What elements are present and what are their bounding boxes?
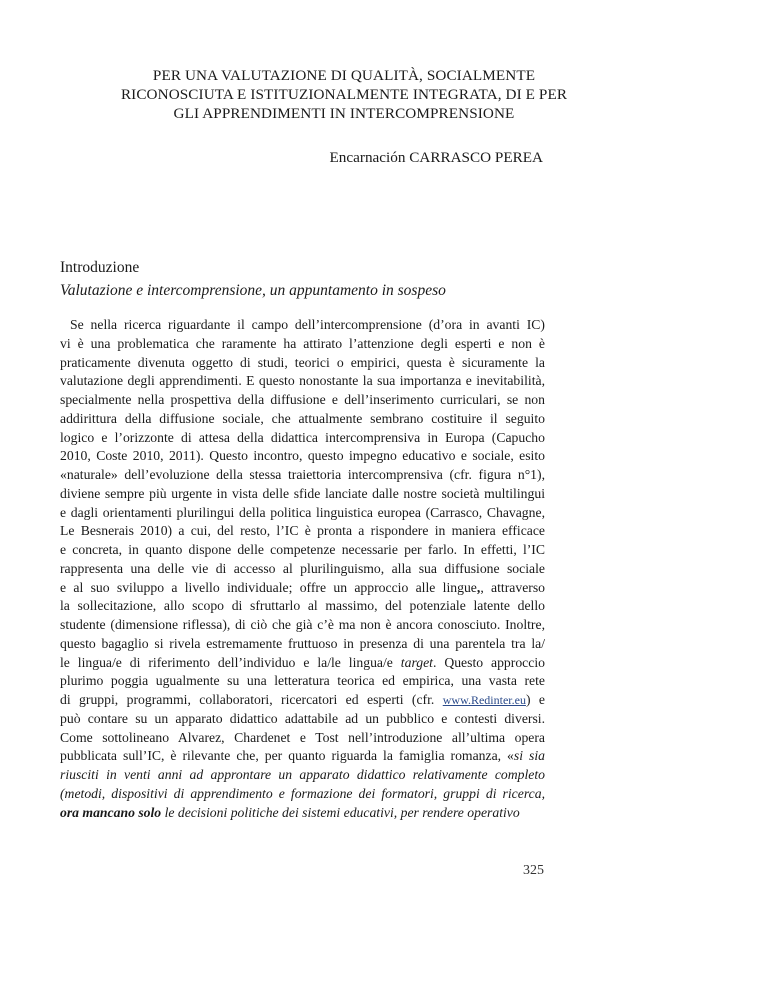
text-span: di gruppi, programmi, collaboratori, ricercatori ed esperti (cfr. xyxy=(60,692,443,707)
text-line xyxy=(60,747,545,766)
text-span-italic: le decisioni politiche dei sistemi educativi, per rendere operativo xyxy=(161,804,520,820)
text-span-bold-italic: ora mancano solo xyxy=(60,804,162,820)
text-span: . Questo approccio xyxy=(432,654,545,670)
text-line xyxy=(60,804,545,823)
text-span-bold: , xyxy=(476,579,481,595)
text-span-italic: si sia xyxy=(513,748,545,764)
text-line: praticamente divenuta oggetto di studi, teorici o empirici, questa è sicuramente la xyxy=(60,354,545,370)
text-line xyxy=(60,579,545,598)
text-line: riusciti in venti anni ad approntare un apparato didattico relativamente completo xyxy=(60,767,545,782)
text-line: logico e l’orizzonte di attesa della didattica intercomprensiva in Europa (Capucho xyxy=(60,429,545,445)
text-line: e concreta, in quanto dispone delle competenze necessarie per farlo. In effetti, l’IC xyxy=(60,542,545,557)
document-title xyxy=(40,66,648,123)
text-span: , attraverso xyxy=(480,579,546,595)
page-number: 325 xyxy=(523,863,544,878)
section-subheading: Valutazione e intercomprensione, un appuntamento in sospeso xyxy=(60,282,446,299)
text-line: specialmente nella prospettiva della diffusione e dell’inserimento curriculari, se non xyxy=(60,392,545,407)
section-heading: Introduzione xyxy=(60,259,140,276)
body-paragraph xyxy=(60,316,545,822)
text-span: e al suo sviluppo a livello individuale; offre un approccio alle lingue xyxy=(60,579,477,595)
text-line: la sollecitazione, allo scopo di sfruttarlo al massimo, del potenziale latente dello xyxy=(60,598,545,614)
text-line: addirittura della diffusione sociale, che attualmente sembrano costituire il seguito xyxy=(60,410,545,426)
title-line: GLI APPRENDIMENTI IN INTERCOMPRENSIONE xyxy=(173,105,515,122)
text-line: Se nella ricerca riguardante il campo dell’intercomprensione (d’ora in avanti IC) xyxy=(70,317,545,332)
author-name: Encarnación CARRASCO PEREA xyxy=(329,149,543,166)
text-line: «naturale» dell’evoluzione della stessa traiettoria intercomprensiva (cfr. figura n°1), xyxy=(60,467,545,482)
text-line xyxy=(60,691,545,710)
text-line: valutazione degli apprendimenti. E questo nonostante la sua importanza e inevitabilità, xyxy=(60,373,545,389)
text-line: rappresenta una delle vie di accesso al plurilinguismo, alla sua diffusione sociale xyxy=(60,560,545,576)
text-span: ) e xyxy=(525,692,545,707)
text-line: e dagli orientamenti plurilingui della politica linguistica europea (Carrasco, Chavagne, xyxy=(60,504,545,520)
text-line: questo bagaglio si rivela estremamente fruttuoso in presenza di una parentela tra la/ xyxy=(60,635,545,651)
text-line: diviene sempre più urgente in vista delle sfide lanciate dalle nostre società multilingui xyxy=(60,485,545,501)
text-span: le lingua/e di riferimento dell’individuo e la/le lingua/e xyxy=(60,654,401,670)
text-line xyxy=(60,654,545,673)
title-line: PER UNA VALUTAZIONE DI QUALITÀ, SOCIALMENTE xyxy=(152,67,536,84)
text-line: vi è una problematica che raramente ha attirato l’attenzione degli esperti e non è xyxy=(60,335,545,351)
text-line: studente (dimensione riflessa), di ciò che già c’è ma non è ancora conosciuto. Inoltre, xyxy=(60,617,545,632)
text-line: (metodi, dispositivi di apprendimento e formazione dei formatori, gruppi di ricerca, xyxy=(60,785,545,801)
text-line: 2010, Coste 2010, 2011). Questo incontro, questo impegno educativo e sociale, esito xyxy=(60,448,545,464)
text-span: pubblicata sull’IC, è rilevante che, per quanto riguarda la famiglia romanza, « xyxy=(60,748,514,764)
redinter-link[interactable]: www.Redinter.eu xyxy=(442,693,526,707)
text-span-italic: target xyxy=(400,654,433,670)
text-line: Come sottolineano Alvarez, Chardenet e Tost nell’introduzione all’ultima opera xyxy=(60,729,545,745)
text-line: Le Besnerais 2010) a cui, del resto, l’IC è pronta a rispondere in maniera efficace xyxy=(60,523,545,539)
text-line: plurimo poggia ugualmente su una letteratura teorica ed empirica, una vasta rete xyxy=(60,673,545,689)
text-line: può contare su un apparato didattico adattabile ad un pubblico e contesti diversi. xyxy=(60,710,545,726)
title-line: RICONOSCIUTA E ISTITUZIONALMENTE INTEGRATA, DI E PER xyxy=(120,86,568,103)
